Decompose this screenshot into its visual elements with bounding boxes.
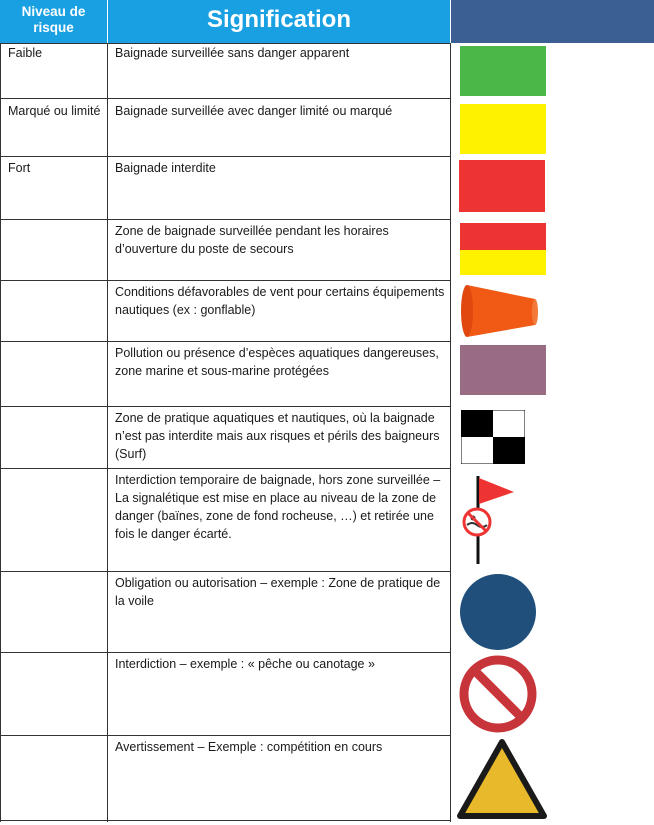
orange-windsock-icon [459,283,543,339]
risk-level-cell: Fort [8,161,31,175]
row-divider [0,820,451,821]
description-cell: Zone de pratique aquatiques et nautiques, où la baignade n’est pas interdite mais aux risques et périls des baigneurs (Surf) [115,411,440,461]
purple-flag-icon [460,345,546,395]
yellow-flag-icon [460,104,546,154]
description-cell: Interdiction temporaire de baignade, hors zone surveillée – La signalétique est mise en place au niveau de la zone de danger (baïnes, zone de fond rocheuse, …) et retirée une fois le danger écarté. [115,473,441,541]
risk-level-cell: Marqué ou limité [8,104,101,118]
no-swimming-flag-icon [458,472,518,568]
row-divider [0,280,451,281]
row-divider [0,735,451,736]
risk-level-cell: Faible [8,46,43,60]
row-divider [0,652,451,653]
description-cell: Avertissement – Exemple : compétition en cours [115,740,383,754]
prohibition-circle-icon [458,654,538,734]
red-flag-icon [459,160,545,212]
header-image-column [451,0,654,43]
row-divider [0,156,451,157]
table-border-left [0,43,1,822]
row-divider [0,219,451,220]
description-cell: Baignade interdite [115,161,216,175]
column-divider-1 [107,43,108,822]
description-cell: Baignade surveillée sans danger apparent [115,46,350,60]
blue-circle-icon [458,573,538,651]
row-divider [0,468,451,469]
warning-triangle-icon [456,738,548,820]
description-cell: Obligation ou autorisation – exemple : Zone de pratique de la voile [115,576,441,608]
green-flag-icon [460,46,546,96]
row-divider [0,406,451,407]
row-divider [0,341,451,342]
description-cell: Baignade surveillée avec danger limité ou marqué [115,104,393,118]
checkered-flag-icon [461,410,525,464]
description-cell: Interdiction – exemple : « pêche ou canotage » [115,657,375,671]
red-yellow-flag-icon [460,223,546,275]
row-divider [0,571,451,572]
header-signification: Signification [108,0,451,43]
column-divider-2 [450,43,451,822]
header-niveau-de-risque: Niveau de risque [0,0,108,43]
description-cell: Conditions défavorables de vent pour certains équipements nautiques (ex : gonflable) [115,285,445,317]
description-cell: Pollution ou présence d’espèces aquatiques dangereuses, zone marine et sous-marine protégées [115,346,439,378]
description-cell: Zone de baignade surveillée pendant les horaires d’ouverture du poste de secours [115,224,389,256]
row-divider [0,98,451,99]
